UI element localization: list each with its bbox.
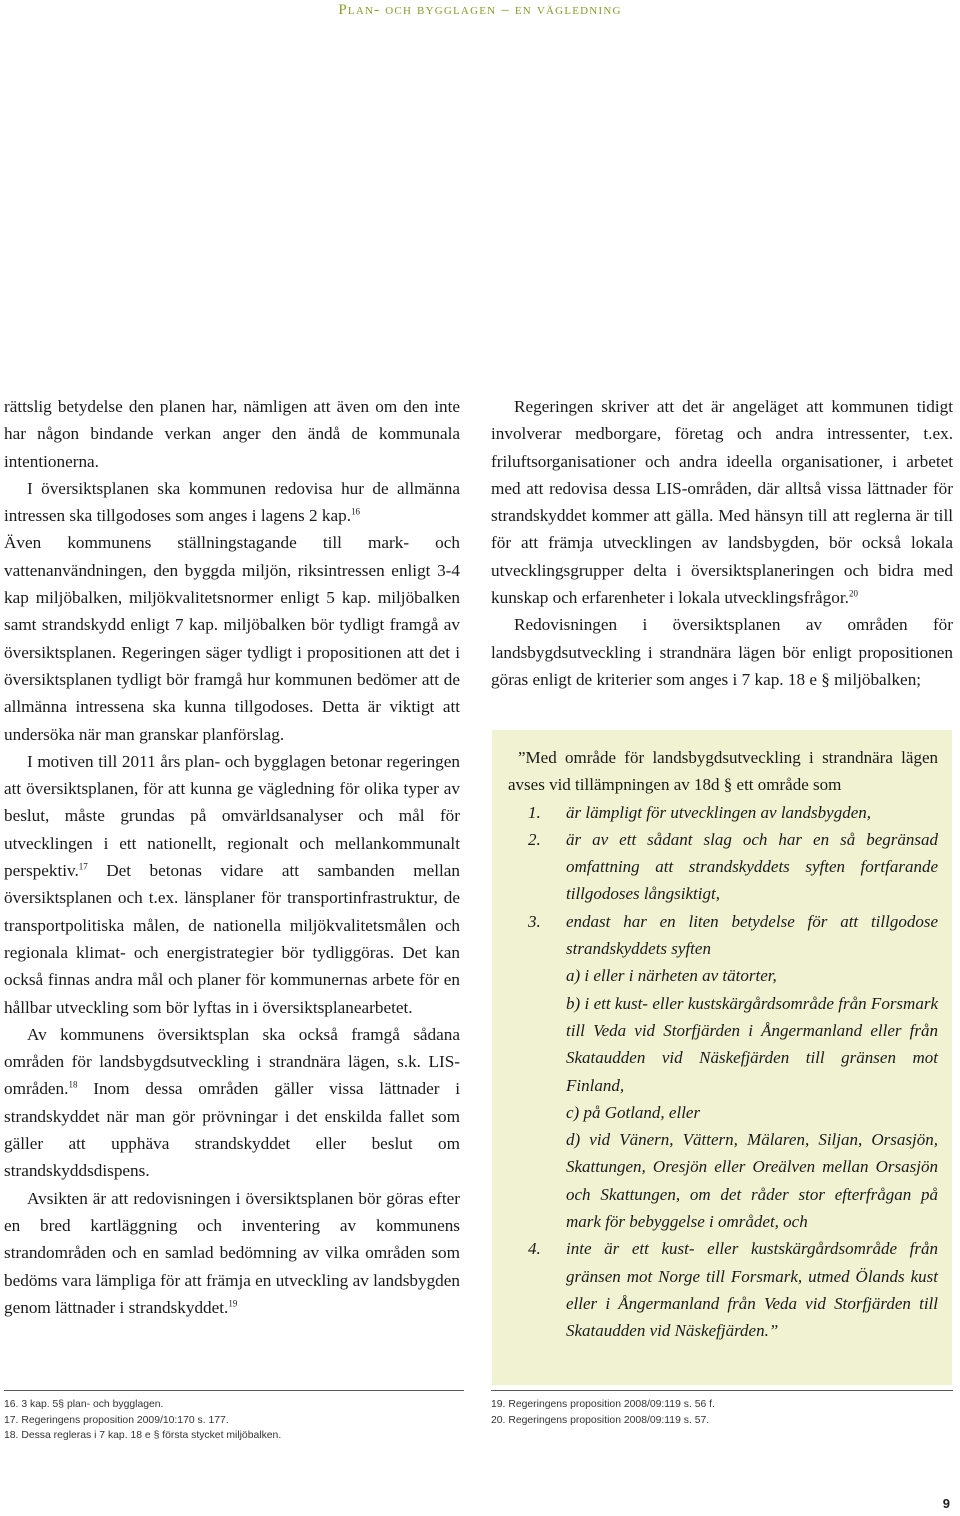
running-header: Plan- och bygglagen – en vägledning — [338, 2, 622, 18]
footnote-ref[interactable]: 16 — [351, 506, 361, 517]
footnote: 20. Regeringens proposition 2008/09:119 s. 57. — [491, 1414, 710, 1426]
left-column — [4, 393, 460, 1321]
footnote-ref[interactable]: 17 — [78, 861, 88, 872]
footnote-divider — [4, 1390, 464, 1391]
footnote-divider — [491, 1390, 953, 1391]
paragraph: Regeringen skriver att det är angeläget att kommunen tidigt involverar medborgare, företag och andra intressenter, t.ex. friluftsorganisationer och andra ideella organisationer, i arbetet med att redovisa dessa LIS-områden, där alltså vissa lättnader för strandskyddet kommer att gälla. Med hänsyn till att reglerna är till för att främja utvecklingen av landsbygden, bör också lokala utvecklingsgrupper delta i översiktsplaneringen och bidra med kunskap och erfarenheter i lokala utvecklingsfrågor.$^{20}$ — [491, 397, 953, 608]
page-number: 9 — [942, 1496, 950, 1511]
paragraph: Avsikten är att redovisningen i översiktsplanen bör göras efter en bred kartläggning och inventering av kommunens strandområden och en samlad bedömning av vilka områden som bedöms vara lämpliga för att främja en utveckling av landsbygden genom lättnader i strandskyddet.$^{19}$ — [4, 1188, 460, 1317]
sub-item: c) på Gotland, eller — [566, 1102, 701, 1122]
paragraph: I översiktsplanen ska kommunen redovisa hur de allmänna intressen ska tillgodoses som anges i lagens 2 kap.$^{16}$ Även kommunens ställningstagande till mark- och vattenanvändningen, den byggda miljön, riksintressen enligt 3-4 kap miljöbalken, miljökvalitetsnormer enligt 5 kap. miljöbalken samt strandskydd enligt 7 kap. miljöbalken bör tydligt framgå av översiktsplanen. Regeringen säger tydligt i propositionen att det i översiktsplanen tydligt bör framgå hur kommunen bedömer att de allmänna intressena ska kunna tillgodoses. Detta är viktigt att undersöka när man granskar planförslag. — [4, 478, 460, 744]
footnote-ref[interactable]: 19 — [228, 1298, 238, 1309]
paragraph: Av kommunens översiktsplan ska också framgå sådana områden för landsbygdsutveckling i strandnära lägen, s.k. LIS-områden.$^{18}$ Inom dessa områden gäller vissa lättnader i strandskyddet när man gör prövningar i det enskilda fallet som gäller att upphäva strandskyddet eller beslut om strandskyddsdispens. — [4, 1024, 460, 1181]
sub-item: a) i eller i närheten av tätorter, — [566, 966, 777, 986]
footnote: 16. 3 kap. 5§ plan- och bygglagen. — [4, 1399, 164, 1410]
paragraph: I motiven till 2011 års plan- och bygglagen betonar regeringen att översiktsplanen, för att kunna ge vägledning för olika typer av beslut, måste grundas på omvärldsanalyser och mål för utvecklingen i ett nationellt, regionalt och mellankommunalt perspektiv.$^{17}$ Det betonas vidare att sambanden mellan översiktsplanen och t.ex. länsplaner för transportinfrastruktur, de transportpolitiska målen, de nationella miljökvalitetsmålen och regionala klimat- och energistrategier bör tydliggöras. Det kan också finnas andra mål och planer för kommunernas arbete för en hållbar utveckling som bör lyftas in i översiktsplanearbetet. — [4, 751, 460, 1017]
footnotes-right — [491, 1397, 911, 1428]
footnote-ref[interactable]: 18 — [68, 1079, 78, 1090]
list-item: 3. endast har en liten betydelse för att tillgodose strandskyddets syften — [528, 911, 938, 959]
footnotes-left — [4, 1397, 424, 1444]
footnote: 17. Regeringens proposition 2009/10:170 s. 177. — [4, 1414, 229, 1426]
footnote: 19. Regeringens proposition 2008/09:119 s. 56 f. — [491, 1399, 715, 1410]
sub-item: b) i ett kust- eller kustskärgårdsområde från Forsmark till Veda vid Storfjärden i Ångermanland eller från Skataudden vid Näskefjärden till gränsen mot Finland, — [566, 993, 938, 1095]
paragraph: Redovisningen i översiktsplanen av områden för landsbygdsutveckling i strandnära lägen bör enligt propositionen göras enligt de kriterier som anges i 7 kap. 18 e § miljöbalken; — [491, 615, 953, 689]
list-item: 2. är av ett sådant slag och har en så begränsad omfattning att strandskyddets syften fortfarande tillgodoses långsiktigt, — [528, 829, 938, 904]
criteria-list — [508, 799, 938, 1345]
paragraph: rättslig betydelse den planen har, nämligen att även om den inte har någon bindande verkan anger den ändå de kommunala intentionerna. — [4, 397, 460, 471]
footnote: 18. Dessa regleras i 7 kap. 18 e § första stycket miljöbalken. — [4, 1430, 282, 1441]
right-column — [491, 393, 953, 693]
quote-lead: ”Med område för landsbygdsutveckling i strandnära lägen avses vid tillämpningen av 18d § ett område som — [508, 748, 938, 795]
footnote-ref[interactable]: 20 — [848, 588, 858, 599]
sub-item: d) vid Vänern, Vättern, Mälaren, Siljan, Orsasjön, Skattungen, Oresjön eller Oreälven mellan Orsasjön och Skattungen, om det råder stor efterfrågan på mark för bebyggelse i området, och — [566, 1130, 938, 1232]
list-item: 1. är lämpligt för utvecklingen av landsbygden, — [528, 802, 871, 822]
list-item: 4. inte är ett kust- eller kustskärgårdsområde från gränsen mot Norge till Forsmark, utmed Ölands kust eller i Ångermanland från Veda vid Storfjärden till Skataudden vid Näskefjärden.” — [528, 1239, 938, 1341]
legal-quote-box — [492, 730, 952, 1385]
